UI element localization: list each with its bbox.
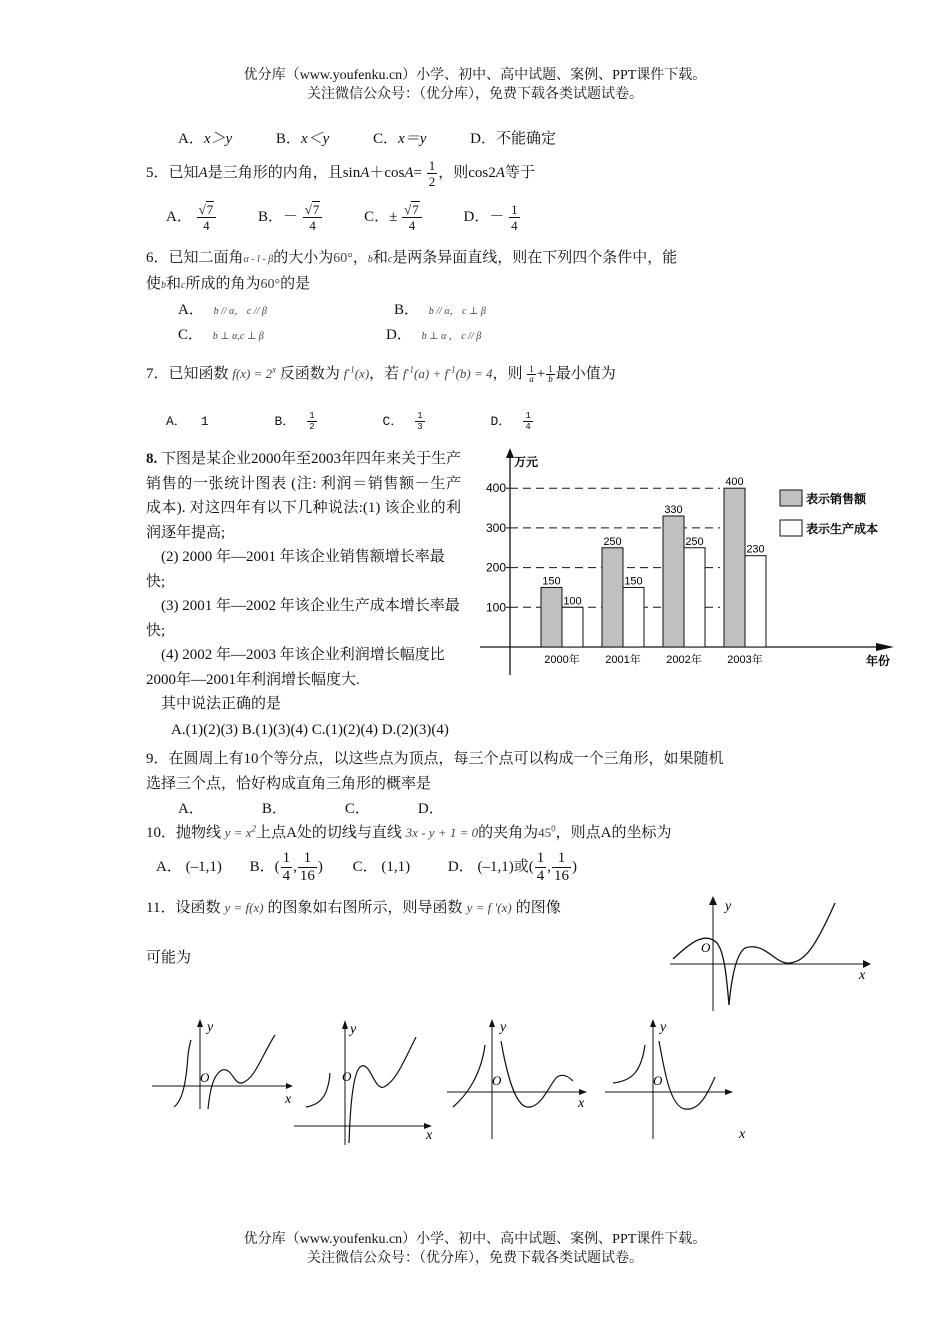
q4-b-label: B． [275, 131, 301, 147]
bar [684, 548, 705, 647]
expr: 45 [538, 825, 552, 840]
q4-a-label: A． [178, 131, 204, 147]
q10-options: A． (–1,1) B．( $\frac{1}{4}$ , $\frac{1}{16}$ ) C． (1,1) D． (–1,1)或( $\frac{1}{4}$ , $\frac{1}{16}$ ) [156, 850, 577, 884]
frac [535, 850, 547, 885]
frac-den: a [529, 374, 534, 385]
q6-text: ， [352, 250, 368, 266]
opt-text: (–1,1)或( [477, 858, 534, 875]
frac-den: 4 [511, 218, 518, 233]
opt-text: b // α， c // β [213, 306, 267, 317]
q7-c-frac [415, 411, 424, 432]
q9-options [178, 797, 444, 818]
q6-text: 和 [166, 276, 182, 292]
q5-a-value: $\frac{√7}{4}$ [197, 202, 217, 233]
origin-label: O [492, 1073, 502, 1088]
opt-text: b ⊥ α,c ⊥ β [212, 331, 264, 342]
frac-num: 1 [428, 158, 436, 173]
data-label: 400 [725, 476, 744, 489]
frac-den: 2 [428, 174, 436, 189]
q4-c-text: x＝y [398, 131, 427, 147]
q5-var: A [360, 164, 370, 181]
function-curve [673, 903, 835, 1005]
x-arrow-icon [725, 1089, 733, 1095]
q7-plus: + [536, 366, 546, 382]
opt-label: A． [178, 302, 204, 318]
bar [724, 488, 745, 647]
q5-a-label: A． [166, 208, 192, 225]
expr: f(x) = 2 [232, 366, 273, 381]
bar [623, 587, 644, 647]
expr: (b) = 4 [455, 366, 493, 381]
category-label: 2000年 [544, 654, 580, 666]
category-label: 2003年 [727, 654, 763, 666]
y-label: y [725, 899, 732, 914]
q7-text: 反函数为 [279, 366, 340, 382]
sqrt-arg: 7 [312, 202, 320, 217]
q6-text: 和 [372, 250, 388, 266]
bar [663, 516, 684, 647]
q8-options: A.(1)(2)(3) B.(1)(3)(4) C.(1)(2)(4) D.(2)(3)(4) [171, 722, 449, 738]
q9-c: C． [344, 801, 370, 817]
q4-a-text: x＞y [203, 131, 233, 147]
opt-label: B． [274, 414, 296, 429]
q5-fraction [427, 158, 438, 189]
q5-b-label: B．－ [257, 208, 298, 225]
frac-num: 1 [536, 850, 545, 866]
opt-label: B． [394, 302, 420, 318]
x-arrow-icon [579, 1089, 587, 1095]
q11-option-d-graph [603, 1015, 753, 1140]
expr-sup: -1 [448, 364, 456, 375]
q7-frac-a [527, 365, 536, 384]
q7-function [232, 366, 276, 381]
data-label: 250 [603, 535, 622, 548]
y-tick-label: 400 [485, 481, 506, 496]
q8-text-block [146, 447, 461, 717]
q5-d-label: D．－ [463, 208, 505, 225]
footer-line-1: 优分库（www.youfenku.cn）小学、初中、高中试题、案例、PPT课件下载。 [243, 1232, 707, 1247]
q5-text: ，则cos2 [438, 164, 496, 181]
q7-stem [146, 362, 616, 384]
frac-num: 1 [298, 850, 317, 868]
q6-option-a [178, 298, 267, 319]
q6-deg: 60° [333, 251, 353, 266]
q7-b-frac [307, 411, 316, 432]
q11-option-a-graph [150, 1015, 300, 1110]
q6-option-c [178, 323, 264, 344]
q4-c-label: C． [373, 131, 399, 147]
q5-var: A [404, 164, 414, 181]
frac-num: 1 [552, 850, 571, 868]
opt-text: (–1,1) [185, 858, 222, 875]
frac-den: b [548, 374, 553, 385]
q11-line-2: 可能为 [146, 950, 192, 966]
bar [541, 587, 562, 647]
q9-d: D． [417, 801, 444, 817]
x-arrow-icon [863, 960, 871, 968]
q5-var: A [198, 164, 208, 181]
y-label: y [207, 1020, 214, 1035]
header-line-1: 优分库（www.youfenku.cn）小学、初中、高中试题、案例、PPT课件下载。 [243, 68, 707, 83]
x-label: x [285, 1092, 292, 1107]
y-arrow-icon [650, 1019, 656, 1027]
q5-text: 等于 [504, 164, 535, 181]
opt-text: 1 [200, 414, 209, 429]
q6-line-2 [146, 272, 310, 293]
frac-num: 1 [282, 850, 291, 866]
opt-label: D． [447, 858, 474, 875]
category-label: 2002年 [666, 654, 702, 666]
q7-text: 7．已知函数 [146, 366, 229, 382]
q6-b: b [161, 280, 167, 291]
q10-parabola [225, 825, 256, 840]
frac-den: 4 [203, 218, 210, 233]
expr: (a) + f [414, 366, 449, 381]
q8-para-2: (2) 2000 年—2001 年该企业销售额增长率最快; [146, 549, 445, 590]
q5-var: A [495, 164, 505, 181]
q10-b-value: ( $\frac{1}{4}$ , $\frac{1}{16}$ ) [274, 850, 323, 884]
data-label: 150 [624, 575, 643, 588]
x-label: x [859, 968, 866, 983]
y-tick-label: 300 [485, 520, 506, 535]
q7-options [166, 410, 534, 432]
q6-option-b [394, 298, 486, 319]
legend-swatch [780, 520, 802, 536]
q10-line-expr: 3x - y + 1 = 0 [405, 825, 479, 840]
header-line-2: 关注微信公众号：（优分库），免费下载各类试题试卷。 [307, 87, 643, 102]
y-arrow-icon [342, 1020, 348, 1029]
q5-c-value: $\frac{√7}{4}$ [402, 202, 422, 233]
q10-angle [538, 825, 556, 840]
frac-den: 4 [536, 868, 545, 884]
q10-stem [146, 821, 671, 842]
q6-text: 的大小为 [273, 250, 334, 266]
opt-label: C． [382, 414, 404, 429]
q6-c: c [181, 280, 186, 291]
q5-text: = [413, 164, 423, 181]
frac-den: 4 [282, 868, 291, 884]
y-arrow-icon [197, 1019, 203, 1027]
frac [281, 850, 293, 885]
opt-label: A． [166, 414, 187, 429]
frac [552, 850, 571, 885]
bar [745, 556, 766, 647]
x-label: x [578, 1096, 585, 1111]
q6-text: 的是 [280, 276, 311, 292]
q5-options [166, 202, 521, 233]
q5-b-value: $\frac{√7}{4}$ [303, 202, 323, 233]
q6-option-d [386, 323, 481, 344]
q11-text: 的图像 [515, 900, 561, 916]
q4-b-text: x＜y [300, 131, 330, 147]
q4-options [178, 127, 556, 148]
y-arrow-icon [506, 448, 514, 458]
legend-label: 表示生产成本 [806, 522, 879, 536]
q9-a: A． [178, 801, 204, 817]
frac-den: 16 [553, 868, 569, 884]
frac-num: 1 [511, 202, 518, 217]
expr: y = x [224, 825, 252, 840]
frac-den: 4 [408, 218, 416, 233]
x-arrow-icon [876, 643, 894, 651]
q4-d-label: D． [470, 131, 496, 147]
bar [562, 607, 583, 647]
q10-text: 10．抛物线 [146, 825, 222, 841]
q5-text: 是三角形的内角，且sin [207, 164, 361, 181]
q8-text: 下图是某企业2000年至2003年四年来关于生产销售的一张统计图表 (注: 利润＝销售额－生产成本). 对这四年有以下几种说法:(1) 该企业的利润逐年提高; [146, 451, 462, 541]
q9-b: B． [261, 801, 287, 817]
q7-condition [403, 366, 493, 381]
frac-num: 1 [417, 411, 423, 422]
q6-line-1 [146, 246, 677, 267]
frac-num: 1 [548, 364, 553, 375]
opt-text: (1,1) [381, 858, 411, 875]
origin-label: O [200, 1070, 210, 1085]
frac-num: 1 [529, 364, 534, 375]
frac-den: 2 [309, 422, 315, 433]
opt-label: B． [249, 858, 275, 875]
frac-num: 1 [525, 411, 531, 422]
q8-para-3: (3) 2001 年—2002 年该企业生产成本增长率最快; [146, 598, 460, 639]
category-label: 2001年 [605, 654, 641, 666]
q10-text: 上点A处的切线与直线 [256, 825, 402, 841]
expr: f [343, 366, 348, 381]
q7-frac-b [546, 365, 555, 384]
q5-c-label: C．± [364, 208, 398, 225]
q5-d-value [509, 202, 520, 233]
frac [298, 850, 317, 885]
y-arrow-icon [489, 1019, 495, 1027]
expr: f [402, 366, 407, 381]
q8-number: 8. [146, 451, 158, 467]
q11-text: 11．设函数 [146, 900, 221, 916]
x-label: x [426, 1128, 433, 1143]
q11-option-b-graph [292, 1015, 442, 1145]
frac-den: 4 [309, 218, 316, 233]
frac-num: 1 [309, 411, 315, 422]
expr-sup: 0 [551, 823, 556, 834]
q11-option-c-graph [445, 1015, 595, 1140]
opt-label: A． [156, 858, 182, 875]
q10-text: ，则点A的坐标为 [555, 825, 672, 841]
q11-text: 的图象如右图所示，则导函数 [267, 900, 463, 916]
q10-text: 的夹角为 [478, 825, 539, 841]
sqrt-arg: 7 [206, 202, 214, 217]
q11-stem [146, 896, 561, 917]
q6-text: 所成的角为 [185, 276, 261, 292]
y-label: y [350, 1022, 357, 1037]
q5-stem [146, 158, 535, 189]
q11-main-graph [665, 893, 875, 1018]
origin-label: O [342, 1069, 352, 1084]
opt-label: C． [178, 327, 204, 343]
q11-fn: y = f(x) [224, 900, 264, 915]
q7-text: ，若 [369, 366, 400, 382]
q6-text: 6．已知二面角 [146, 250, 244, 266]
expr: (x) [354, 366, 370, 381]
opt-label: D． [490, 414, 512, 429]
opt-label: D． [386, 327, 412, 343]
data-label: 150 [542, 575, 561, 588]
sqrt-arg: 7 [412, 202, 419, 217]
x-axis-label: 年份 [866, 654, 891, 668]
q8-para-1 [146, 447, 461, 545]
footer-line-2: 关注微信公众号：（优分库），免费下载各类试题试卷。 [307, 1251, 643, 1266]
q7-text: ，则 [492, 366, 523, 382]
y-label: y [660, 1020, 667, 1035]
q9-line-1: 9．在圆周上有10个等分点，以这些点为顶点，每三个点可以构成一个三角形，如果随机 [146, 751, 724, 767]
opt-text: b // α， c ⊥ β [428, 306, 486, 317]
y-tick-label: 100 [485, 600, 506, 615]
q8-bar-chart [470, 446, 910, 678]
q6-deg: 60° [260, 277, 281, 292]
q7-d-frac [523, 411, 532, 432]
expr-sup: -1 [406, 364, 415, 375]
q4-d-text: 不能确定 [495, 131, 556, 147]
data-label: 330 [664, 503, 683, 516]
expr-sup: 2 [251, 823, 257, 834]
q7-text: 最小值为 [555, 366, 616, 382]
data-label: 100 [563, 595, 582, 608]
data-label: 250 [685, 535, 704, 548]
frac-den: 16 [299, 868, 315, 884]
q9-line-2: 选择三个点，恰好构成直角三角形的概率是 [146, 776, 432, 792]
q6-angle: α - l - β [243, 254, 274, 265]
legend-label: 表示销售额 [806, 492, 867, 506]
frac-den: 4 [525, 422, 531, 433]
frac-den: 3 [417, 422, 423, 433]
y-arrow-icon [709, 896, 717, 905]
origin-label: O [653, 1073, 663, 1088]
expr-sup: -1 [347, 364, 355, 375]
q6-text: 是两条异面直线，则在下列四个条件中，能 [392, 250, 678, 266]
expr-sup: x [272, 364, 277, 375]
q5-text: ＋cos [369, 164, 405, 181]
q11-dfn: y = f ′(x) [466, 900, 512, 915]
q7-inverse [344, 366, 370, 381]
q6-c: c [387, 254, 393, 265]
q8-para-5: 其中说法正确的是 [161, 696, 282, 712]
bar [602, 548, 623, 647]
x-label: x [739, 1127, 746, 1140]
y-tick-label: 200 [485, 560, 506, 575]
q5-text: 5．已知 [146, 164, 199, 181]
opt-text: b ⊥ α ， c // β [421, 331, 482, 342]
q6-text: 使 [146, 276, 162, 292]
y-label: y [500, 1020, 507, 1035]
data-label: 230 [746, 543, 765, 556]
legend-swatch [780, 490, 802, 506]
origin-label: O [701, 940, 711, 955]
y-axis-label: 万元 [514, 455, 539, 469]
q6-b: b [367, 254, 373, 265]
q8-para-4: (4) 2002 年—2003 年该企业利润增长幅度比2000年—2001年利润增长幅度大. [146, 647, 445, 688]
opt-label: C． [352, 858, 378, 875]
